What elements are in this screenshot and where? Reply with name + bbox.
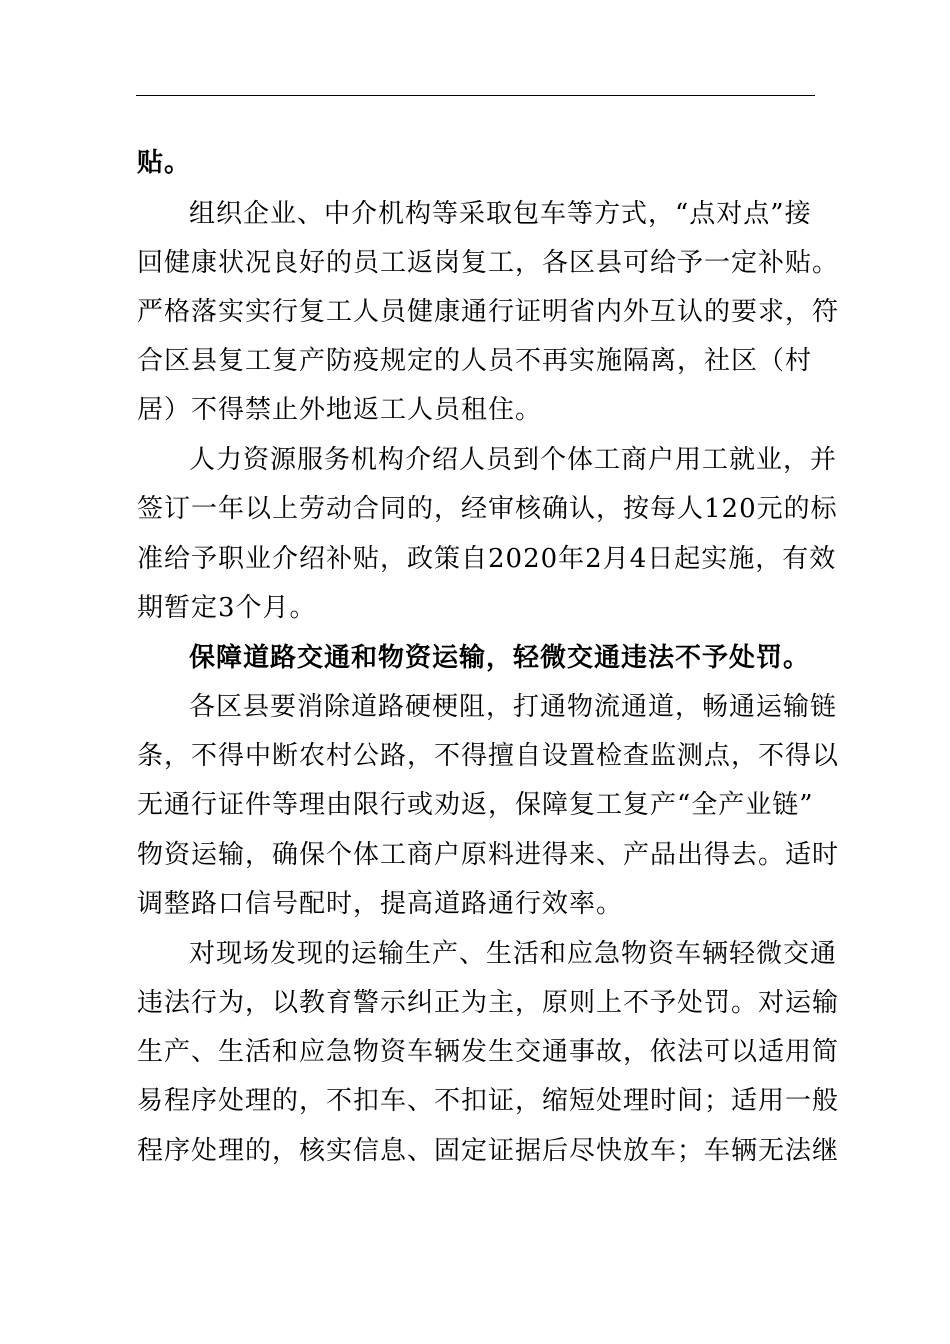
text-line: 各区县要消除道路硬梗阻，打通物流通道，畅通运输链 [189,692,838,722]
text-line: 组织企业、中介机构等采取包车等方式，“点对点”接 [189,199,812,229]
text-line: 准给予职业介绍补贴，政策自2020年2月4日起实施，有效 [137,544,837,574]
text-line: 居）不得禁止外地返工人员租住。 [137,395,543,425]
text-line: 贴。 [137,148,192,178]
text-line: 生产、生活和应急物资车辆发生交通事故，依法可以适用简 [137,1037,840,1067]
text-line: 条，不得中断农村公路，不得擅自设置检查监测点，不得以 [137,741,840,771]
text-line: 违法行为，以教育警示纠正为主，原则上不予处罚。对运输 [137,988,840,1018]
text-line: 无通行证件等理由限行或劝返，保障复工复产“全产业链” [137,790,814,820]
text-line: 人力资源服务机构介绍人员到个体工商户用工就业，并 [189,445,838,475]
text-line: 严格落实实行复工人员健康通行证明省内外互认的要求，符 [137,297,840,327]
header-rule [136,95,815,96]
text-line: 期暂定3个月。 [137,593,317,623]
section-heading: 保障道路交通和物资运输，轻微交通违法不予处罚。 [189,643,811,673]
text-line: 合区县复工复产防疫规定的人员不再实施隔离，社区（村 [137,346,813,376]
text-line: 物资运输，确保个体工商户原料进得来、产品出得去。适时 [137,840,840,870]
text-line: 程序处理的，核实信息、固定证据后尽快放车；车辆无法继 [137,1136,840,1166]
text-line: 回健康状况良好的员工返岗复工，各区县可给予一定补贴。 [137,248,840,278]
text-line: 签订一年以上劳动合同的，经审核确认，按每人120元的标 [137,494,838,524]
text-line: 对现场发现的运输生产、生活和应急物资车辆轻微交通 [189,939,838,969]
text-line: 易程序处理的，不扣车、不扣证，缩短处理时间；适用一般 [137,1086,840,1116]
text-line: 调整路口信号配时，提高道路通行效率。 [137,889,624,919]
